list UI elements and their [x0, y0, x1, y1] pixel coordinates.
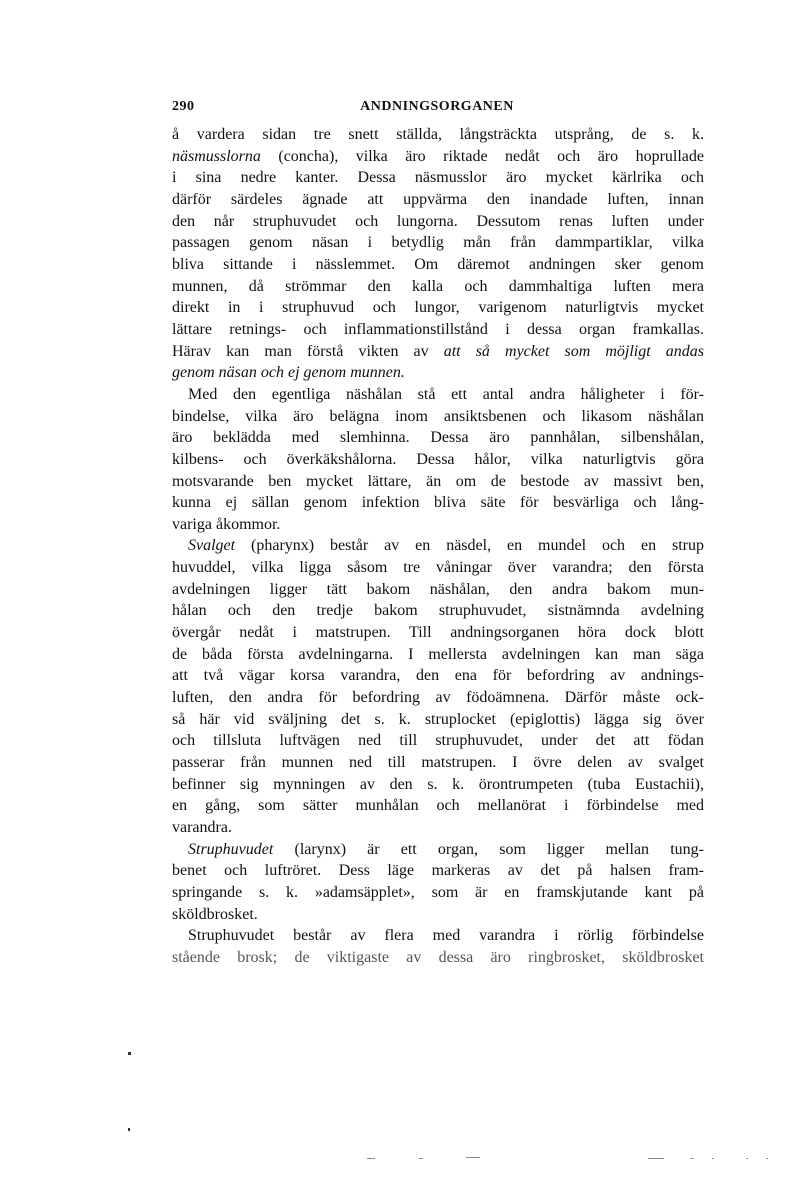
text-line	[172, 514, 704, 536]
text-segment: (concha), vilka äro riktade nedåt och äro hoprullade	[260, 147, 704, 165]
scan-speck	[128, 1052, 131, 1055]
text-line	[172, 817, 704, 839]
text-line	[172, 146, 704, 168]
text-segment: luften, den andra för befordring av födoämnena. Därför måste ock-	[172, 689, 704, 707]
text-line	[172, 774, 704, 796]
text-segment: munnen, då strömmar den kalla och dammhaltiga luften mera	[172, 277, 704, 295]
text-line	[172, 232, 704, 254]
text-segment: passagen genom näsan i betydlig mån från dammpartiklar, vilka	[172, 234, 704, 252]
text-segment: passerar från munnen ned till matstrupen. I övre delen av svalget	[172, 754, 704, 772]
text-segment: variga åkommor.	[172, 515, 281, 533]
text-line	[172, 341, 704, 363]
text-line	[172, 860, 704, 882]
text-line	[172, 471, 704, 493]
text-segment: befinner sig mynningen av den s. k. örontrumpeten (tuba Eustachii),	[172, 775, 704, 793]
text-segment: Härav kan man förstå vikten av	[172, 342, 444, 360]
text-segment: hålan och den tredje bakom struphuvudet, sistnämnda avdelning	[172, 602, 704, 620]
text-line	[172, 124, 704, 146]
scan-speck	[648, 1158, 664, 1159]
text-line	[172, 730, 704, 752]
text-segment: bliva sittande i nässlemmet. Om däremot andningen sker genom	[172, 255, 704, 273]
scan-speck	[466, 1157, 480, 1158]
scan-speck	[766, 1158, 768, 1159]
text-segment: springande s. k. »adamsäpplet», som är en framskjutande kant på	[172, 883, 704, 901]
text-line	[172, 904, 704, 926]
text-line	[172, 622, 704, 644]
text-segment: sköldbrosket.	[172, 905, 258, 923]
text-segment: äro beklädda med slemhinna. Dessa äro pannhålan, silbenshålan,	[172, 429, 704, 447]
text-segment: så här vid sväljning det s. k. struplocket (epiglottis) lägga sig över	[172, 710, 704, 728]
italic-text: näsmusslorna	[172, 147, 261, 165]
text-segment: bindelse, vilka äro belägna inom ansiktsbenen och likasom näshålan	[172, 407, 704, 425]
page-number: 290	[172, 99, 195, 114]
text-line	[172, 189, 704, 211]
text-line	[172, 644, 704, 666]
text-line	[172, 427, 704, 449]
text-segment: motsvarande ben mycket lättare, än om de bestode av massivt ben,	[172, 472, 704, 490]
text-segment: den når struphuvudet och lungorna. Dessutom renas luften under	[172, 212, 704, 230]
text-segment: Med den egentliga näshålan stå ett antal andra håligheter i för-	[188, 385, 704, 403]
text-segment: å vardera sidan tre snett ställda, långsträckta utsprång, de s. k.	[172, 126, 704, 143]
text-segment: att två vägar korsa varandra, den ena för befordring av andnings-	[172, 667, 704, 685]
text-segment: (pharynx) består av en näsdel, en mundel och en strup	[235, 537, 704, 555]
scan-speck	[367, 1158, 375, 1159]
text-line	[172, 557, 704, 579]
text-segment: kunna ej sällan genom infektion bliva säte för besvärliga och lång-	[172, 494, 704, 512]
text-line	[172, 276, 704, 298]
italic-text: Svalget	[188, 537, 236, 555]
text-line	[172, 167, 704, 189]
text-line	[172, 492, 704, 514]
running-head: ANDNINGSORGANEN	[360, 99, 514, 114]
text-line	[172, 362, 704, 384]
text-line	[172, 882, 704, 904]
text-segment: därför särdeles ägnade att uppvärma den inandade luften, innan	[172, 190, 704, 208]
text-segment: direkt in i struphuvud och lungor, varigenom naturligtvis mycket	[172, 299, 704, 317]
scan-speck	[419, 1158, 423, 1159]
text-segment: huvuddel, vilka ligga såsom tre våningar över varandra; den första	[172, 559, 704, 577]
text-line	[172, 319, 704, 341]
scan-speck	[690, 1158, 694, 1159]
text-line	[172, 579, 704, 601]
text-segment: Struphuvudet består av flera med varandra i rörlig förbindelse	[188, 927, 704, 945]
text-segment: stående brosk; de viktigaste av dessa äro ringbrosket, sköldbrosket	[172, 948, 704, 966]
text-segment: och tillsluta luftvägen ned till struphuvudet, under det att födan	[172, 732, 704, 750]
text-segment: övergår nedåt i matstrupen. Till andningsorganen höra dock blott	[172, 624, 704, 642]
text-segment: en gång, som sätter munhålan och mellanörat i förbindelse med	[172, 797, 704, 815]
text-line	[172, 752, 704, 774]
text-line	[172, 600, 704, 622]
text-line	[172, 384, 704, 406]
text-line	[172, 535, 704, 557]
italic-text: att så mycket som möjligt andas	[443, 342, 704, 360]
italic-text: Struphuvudet	[188, 840, 274, 858]
text-line	[172, 449, 704, 471]
text-line	[172, 947, 704, 969]
text-line	[172, 297, 704, 319]
text-segment: benet och luftröret. Dess läge markeras av det på halsen fram-	[172, 862, 704, 880]
text-segment: avdelningen ligger tätt bakom näshålan, den andra bakom mun-	[172, 580, 704, 598]
text-segment: (larynx) är ett organ, som ligger mellan tung-	[273, 840, 704, 858]
text-line	[172, 211, 704, 233]
text-line	[172, 839, 704, 861]
italic-text: genom näsan och ej genom munnen.	[172, 364, 405, 382]
text-line	[172, 795, 704, 817]
text-segment: lättare retnings- och inflammationstillstånd i dessa organ framkallas.	[172, 320, 704, 338]
scan-speck	[746, 1158, 748, 1159]
page-header	[172, 99, 702, 119]
text-segment: varandra.	[172, 819, 232, 836]
text-line	[172, 665, 704, 687]
text-line	[172, 254, 704, 276]
scan-speck	[712, 1158, 714, 1159]
body-text	[172, 124, 704, 969]
text-line	[172, 709, 704, 731]
scan-speck	[128, 1128, 130, 1131]
text-segment: de båda första avdelningarna. I mellersta avdelningen kan man säga	[172, 645, 704, 663]
text-line	[172, 925, 704, 947]
text-line	[172, 406, 704, 428]
text-line	[172, 687, 704, 709]
text-segment: kilbens- och överkäkshålorna. Dessa hålor, vilka naturligtvis göra	[172, 450, 704, 468]
text-segment: i sina nedre kanter. Dessa näsmusslor äro mycket kärlrika och	[172, 169, 704, 187]
